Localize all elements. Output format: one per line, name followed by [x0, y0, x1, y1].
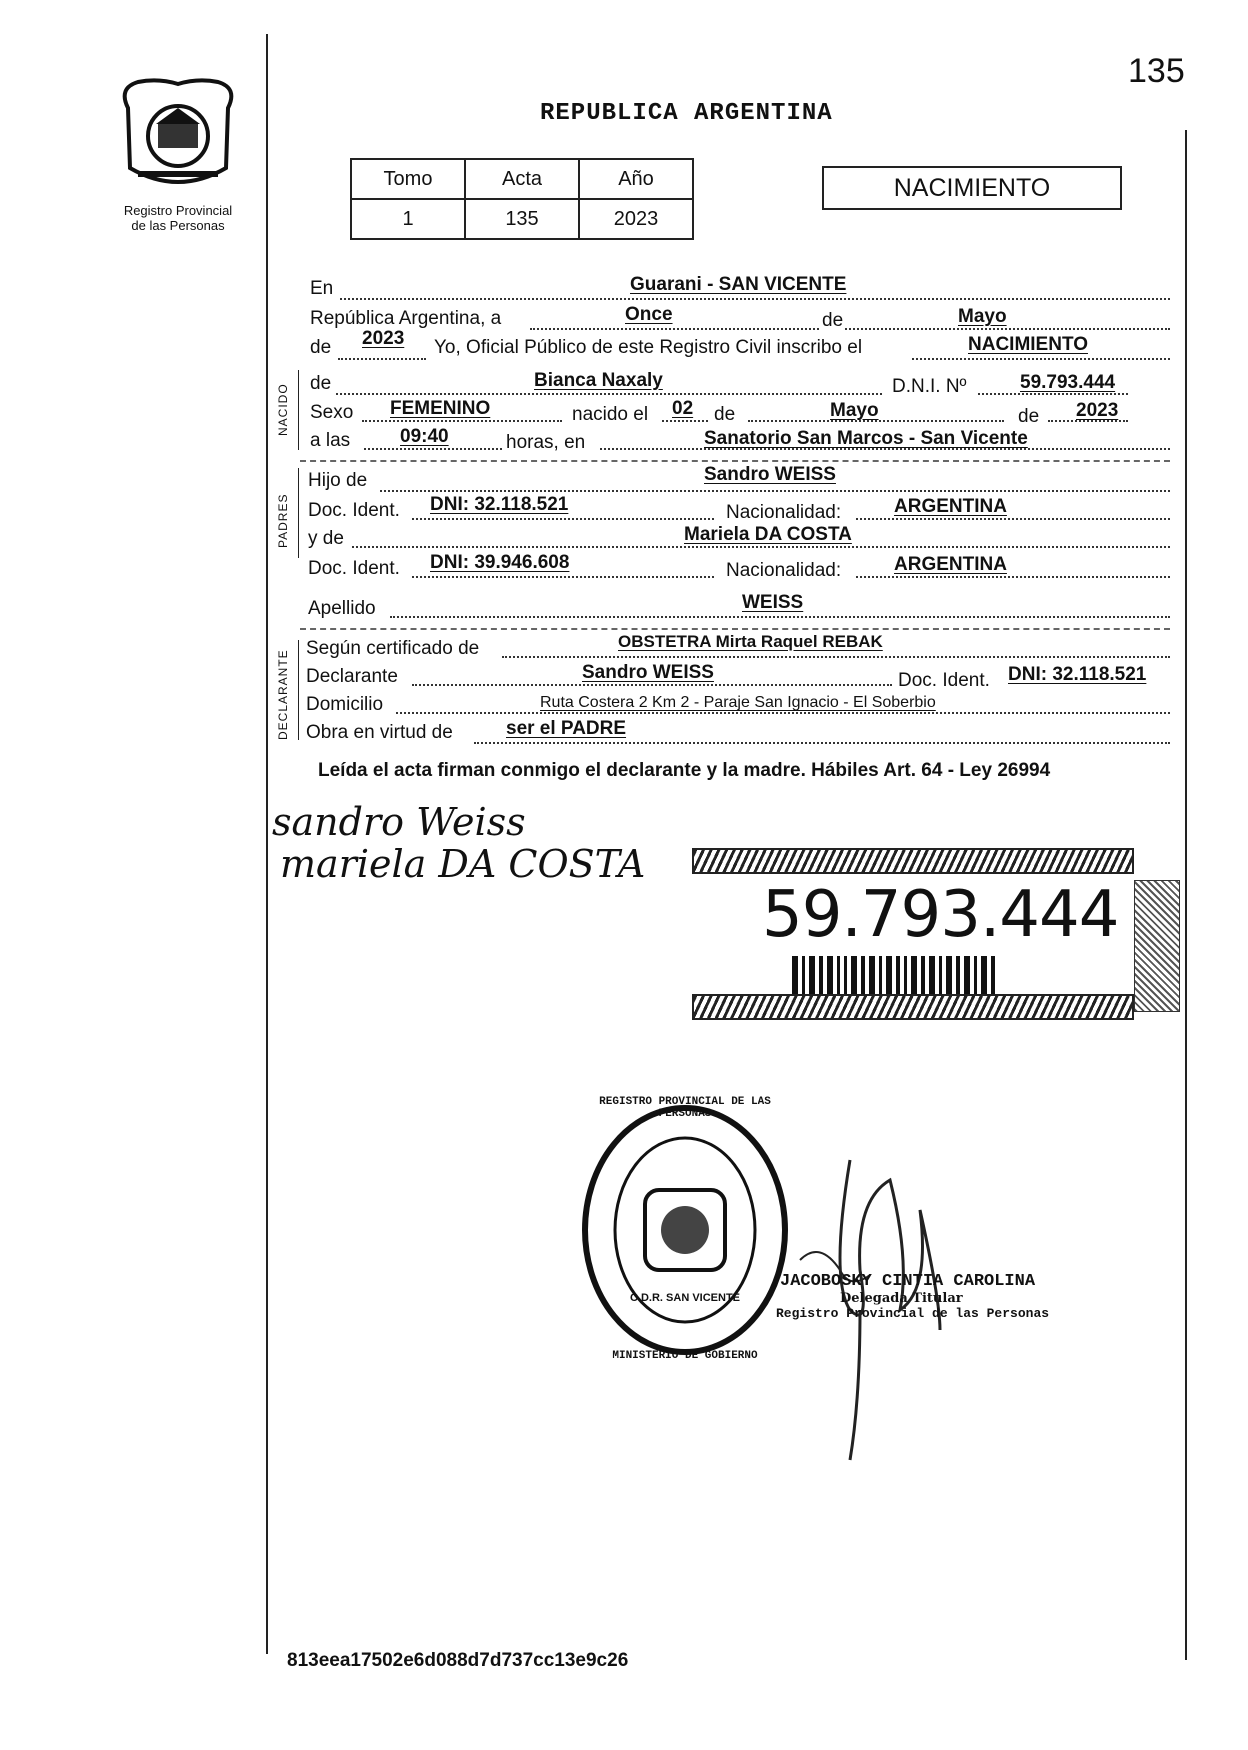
label-en: En [310, 278, 334, 299]
label-republica: República Argentina, a [310, 308, 502, 329]
dotted-line [856, 576, 1170, 578]
dotted-line [396, 712, 1170, 714]
value-lugar-nacimiento: Sanatorio San Marcos - San Vicente [704, 428, 1028, 449]
label-apellido: Apellido [308, 598, 376, 619]
dotted-line [390, 616, 1170, 618]
official-stamp [575, 1096, 795, 1365]
label-de-month: de [822, 310, 844, 331]
dotted-line [412, 576, 714, 578]
value-sexo: FEMENINO [390, 398, 491, 419]
province-logo [108, 78, 248, 233]
dotted-line [364, 448, 502, 450]
official-signature-block [776, 1272, 1050, 1321]
table-header-anio: Año [579, 159, 693, 199]
document-hash: 813eea17502e6d088d7d737cc13e9c26 [287, 1650, 629, 1671]
label-de-birth-month: de [714, 404, 736, 425]
label-doc-ident-decl: Doc. Ident. [898, 670, 990, 691]
label-a-las: a las [310, 430, 351, 451]
value-anio: 2023 [362, 328, 405, 349]
value-padre-doc: DNI: 32.118.521 [430, 494, 569, 515]
label-declarante: Declarante [306, 666, 398, 687]
barcode-number: 59.793.444 [762, 878, 1119, 952]
label-y-de: y de [308, 528, 344, 549]
section-label-nacido: NACIDO [276, 383, 290, 436]
nacido-separator [298, 370, 299, 450]
province-seal-icon [108, 78, 248, 196]
label-segun-certificado: Según certificado de [306, 638, 480, 659]
value-anio-nacimiento: 2023 [1076, 400, 1119, 421]
table-header-acta: Acta [465, 159, 579, 199]
left-margin-line [266, 34, 268, 1654]
signature-madre: mariela DA COSTA [280, 842, 646, 886]
value-lugar: Guarani - SAN VICENTE [630, 274, 847, 295]
value-hora: 09:40 [400, 426, 449, 447]
dotted-line [362, 420, 562, 422]
label-de-name: de [310, 373, 332, 394]
official-title: Delegada Titular [840, 1291, 963, 1306]
table-value-anio: 2023 [579, 199, 693, 239]
label-nacionalidad-1: Nacionalidad: [726, 502, 842, 523]
value-madre-doc: DNI: 39.946.608 [430, 552, 570, 573]
stamp-inner-text: C.D.R. SAN VICENTE [629, 1292, 740, 1304]
section-divider [300, 628, 1170, 630]
signature-declarante: sandro Weiss [272, 800, 526, 844]
label-yo-oficial: Yo, Oficial Público de este Registro Civil inscribo el [434, 337, 863, 358]
value-virtud: ser el PADRE [506, 718, 627, 739]
dotted-line [502, 656, 1170, 658]
value-dia-texto: Once [625, 304, 673, 325]
dni-barcode-block [692, 848, 1130, 1020]
declarante-separator [298, 640, 299, 740]
label-obra-en-virtud: Obra en virtud de [306, 722, 453, 743]
right-margin-line [1185, 130, 1187, 1660]
section-divider [300, 460, 1170, 462]
official-name: JACOBOSKY CINTIA CAROLINA [780, 1272, 1036, 1291]
dotted-line [336, 393, 882, 395]
label-doc-ident-2: Doc. Ident. [308, 558, 400, 579]
barcode-icon [792, 956, 999, 998]
label-domicilio: Domicilio [306, 694, 384, 715]
value-mes: Mayo [958, 306, 1007, 327]
value-apellido: WEISS [742, 592, 804, 613]
value-dni: 59.793.444 [1020, 372, 1116, 393]
value-madre: Mariela DA COSTA [684, 524, 852, 545]
value-nombre: Bianca Naxaly [534, 370, 663, 391]
padres-separator [298, 468, 299, 558]
label-nacionalidad-2: Nacionalidad: [726, 560, 842, 581]
label-dni: D.N.I. Nº [892, 376, 967, 397]
dotted-line [340, 298, 1170, 300]
logo-caption-line1: Registro Provincial [123, 203, 233, 218]
label-sexo: Sexo [310, 402, 354, 423]
dotted-line [856, 518, 1170, 520]
registry-stamp-icon [575, 1100, 795, 1360]
dotted-line [412, 684, 892, 686]
dotted-line [412, 518, 714, 520]
official-office: Registro Provincial de las Personas [776, 1306, 1050, 1321]
dotted-line [662, 420, 708, 422]
section-label-padres: PADRES [276, 493, 290, 548]
value-dia-nacimiento: 02 [672, 398, 694, 419]
value-declarante-doc: DNI: 32.118.521 [1008, 664, 1147, 685]
label-de-year: de [310, 337, 332, 358]
record-type-box: NACIMIENTO [822, 166, 1122, 210]
label-hijo-de: Hijo de [308, 470, 368, 491]
stamp-outer-text: REGISTRO PROVINCIAL DE LAS PERSONAS [599, 1096, 771, 1120]
value-madre-nacionalidad: ARGENTINA [894, 554, 1007, 575]
label-doc-ident-1: Doc. Ident. [308, 500, 400, 521]
value-domicilio: Ruta Costera 2 Km 2 - Paraje San Ignacio - El Soberbio [540, 694, 936, 711]
value-certificado: OBSTETRA Mirta Raquel REBAK [618, 632, 883, 651]
dotted-line [912, 358, 1170, 360]
logo-caption-line2: de las Personas [131, 218, 225, 233]
dotted-line [530, 328, 1170, 330]
barcode-bottom-band [692, 994, 1134, 1020]
dotted-line [352, 546, 1170, 548]
stamp-bottom-text: MINISTERIO DE GOBIERNO [612, 1350, 758, 1362]
label-nacido-el: nacido el [572, 404, 649, 425]
table-value-acta: 135 [465, 199, 579, 239]
value-tipo: NACIMIENTO [968, 334, 1088, 355]
value-mes-nacimiento: Mayo [830, 400, 879, 421]
dotted-line [474, 742, 1170, 744]
table-value-tomo: 1 [351, 199, 465, 239]
label-de-birth-year: de [1018, 406, 1040, 427]
dotted-line [380, 490, 1170, 492]
page-number: 135 [1128, 52, 1185, 90]
section-label-declarante: DECLARANTE [276, 649, 290, 740]
closing-text: Leída el acta firman conmigo el declarante y la madre. Hábiles Art. 64 - Ley 26994 [318, 760, 1051, 781]
value-padre: Sandro WEISS [704, 464, 836, 485]
hologram-icon [1134, 880, 1180, 1012]
value-declarante: Sandro WEISS [582, 662, 714, 683]
dotted-line [338, 358, 426, 360]
label-horas-en: horas, en [506, 432, 586, 453]
record-reference-table [350, 158, 694, 240]
document-title: REPUBLICA ARGENTINA [540, 100, 833, 127]
table-header-tomo: Tomo [351, 159, 465, 199]
value-padre-nacionalidad: ARGENTINA [894, 496, 1007, 517]
barcode-top-band [692, 848, 1134, 874]
